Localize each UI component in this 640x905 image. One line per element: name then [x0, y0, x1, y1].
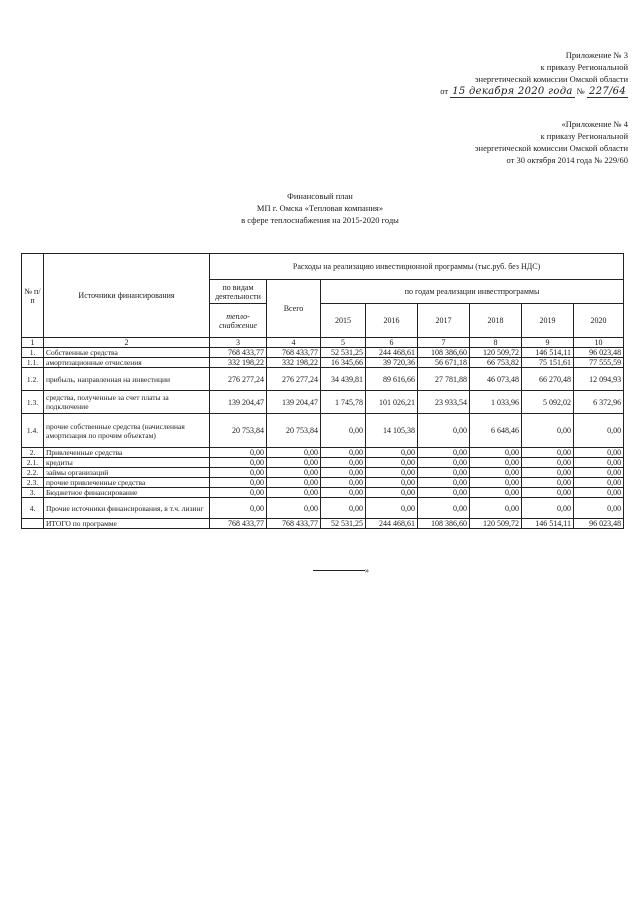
table-row [22, 488, 624, 498]
column-number: 6 [366, 338, 418, 348]
row-number: 2.2. [22, 468, 44, 478]
cell-year-value: 0,00 [522, 468, 574, 478]
column-number: 8 [470, 338, 522, 348]
cell-total: 768 433,77 [267, 519, 321, 529]
table-row [22, 468, 624, 478]
header-heat-supply: тепло-снабжение [210, 304, 267, 338]
cell-total: 768 433,77 [267, 348, 321, 358]
title-line2: МП г. Омска «Тепловая компания» [256, 203, 384, 213]
cell-heat-supply: 768 433,77 [210, 348, 267, 358]
row-source-name: прочие привлеченные средства [44, 478, 210, 488]
cell-total: 0,00 [267, 478, 321, 488]
cell-year-value: 0,00 [418, 498, 470, 519]
row-source-name: ИТОГО по программе [44, 519, 210, 529]
appendix-4-line3: энергетической комиссии Омской области [474, 143, 628, 153]
header-year: 2018 [470, 304, 522, 338]
cell-year-value: 0,00 [366, 448, 418, 458]
column-number: 2 [44, 338, 210, 348]
row-source-name: займы организаций [44, 468, 210, 478]
cell-year-value: 75 151,61 [522, 358, 574, 368]
cell-heat-supply: 0,00 [210, 498, 267, 519]
cell-total: 20 753,84 [267, 414, 321, 448]
cell-year-value: 0,00 [522, 498, 574, 519]
cell-total: 0,00 [267, 488, 321, 498]
appendix-4-header [368, 118, 628, 166]
appendix-3-line3: энергетической комиссии Омской области [474, 74, 628, 84]
cell-year-value: 77 555,59 [574, 358, 624, 368]
header-by-activity: по видам деятельности [210, 280, 267, 304]
title-line1: Финансовый план [287, 191, 353, 201]
cell-year-value: 0,00 [574, 468, 624, 478]
header-no: № п/п [22, 254, 44, 338]
cell-heat-supply: 0,00 [210, 468, 267, 478]
cell-heat-supply: 0,00 [210, 448, 267, 458]
cell-year-value: 0,00 [418, 468, 470, 478]
header-year: 2016 [366, 304, 418, 338]
table-row [22, 478, 624, 488]
cell-year-value: 5 092,02 [522, 391, 574, 414]
appendix-4-line1: «Приложение № 4 [561, 119, 628, 129]
cell-year-value: 146 514,11 [522, 348, 574, 358]
signature-prefix: от [440, 86, 449, 96]
cell-heat-supply: 0,00 [210, 488, 267, 498]
table-row [22, 368, 624, 391]
row-source-name: прочие собственные средства (начисленная амортизация по прочим объектам) [44, 414, 210, 448]
cell-year-value: 0,00 [470, 498, 522, 519]
cell-year-value: 6 648,46 [470, 414, 522, 448]
cell-year-value: 0,00 [321, 468, 366, 478]
table-row [22, 448, 624, 458]
row-number: 3. [22, 488, 44, 498]
row-number: 1.1. [22, 358, 44, 368]
signature-number-prefix: № [576, 86, 585, 96]
cell-year-value: 89 616,66 [366, 368, 418, 391]
row-source-name: Бюджетное финансирование [44, 488, 210, 498]
row-number: 2. [22, 448, 44, 458]
column-number: 1 [22, 338, 44, 348]
cell-year-value: 0,00 [574, 488, 624, 498]
cell-year-value: 0,00 [470, 488, 522, 498]
cell-year-value: 0,00 [470, 458, 522, 468]
cell-year-value: 0,00 [522, 458, 574, 468]
row-source-name: Привлеченные средства [44, 448, 210, 458]
cell-year-value: 0,00 [321, 414, 366, 448]
cell-total: 0,00 [267, 498, 321, 519]
cell-total: 139 204,47 [267, 391, 321, 414]
cell-year-value: 66 753,82 [470, 358, 522, 368]
cell-year-value: 0,00 [470, 478, 522, 488]
appendix-3-line1: Приложение № 3 [565, 50, 628, 60]
table-row [22, 348, 624, 358]
cell-heat-supply: 20 753,84 [210, 414, 267, 448]
cell-year-value: 0,00 [470, 448, 522, 458]
cell-year-value: 0,00 [418, 478, 470, 488]
cell-year-value: 0,00 [522, 414, 574, 448]
title-line3: в сфере теплоснабжения на 2015-2020 годы [241, 215, 399, 225]
cell-year-value: 52 531,25 [321, 519, 366, 529]
cell-year-value: 96 023,48 [574, 519, 624, 529]
header-year: 2019 [522, 304, 574, 338]
cell-heat-supply: 332 198,22 [210, 358, 267, 368]
row-number: 1.2. [22, 368, 44, 391]
cell-year-value: 56 671,18 [418, 358, 470, 368]
cell-year-value: 0,00 [321, 458, 366, 468]
row-number [22, 519, 44, 529]
financial-plan-table [21, 253, 624, 529]
cell-year-value: 6 372,96 [574, 391, 624, 414]
appendix-4-line2: к приказу Региональной [540, 131, 628, 141]
row-source-name: прибыль, направленная на инвестиции [44, 368, 210, 391]
cell-year-value: 0,00 [366, 468, 418, 478]
cell-year-value: 14 105,38 [366, 414, 418, 448]
cell-year-value: 96 023,48 [574, 348, 624, 358]
cell-year-value: 1 033,96 [470, 391, 522, 414]
cell-year-value: 34 439,81 [321, 368, 366, 391]
cell-year-value: 0,00 [366, 478, 418, 488]
cell-year-value: 46 073,48 [470, 368, 522, 391]
cell-year-value: 0,00 [574, 478, 624, 488]
cell-year-value: 0,00 [574, 414, 624, 448]
row-number: 1.4. [22, 414, 44, 448]
cell-year-value: 0,00 [522, 448, 574, 458]
cell-year-value: 0,00 [321, 448, 366, 458]
row-source-name: средства, полученные за счет платы за подключение [44, 391, 210, 414]
end-mark [313, 566, 369, 576]
cell-year-value: 16 345,66 [321, 358, 366, 368]
cell-year-value: 12 094,93 [574, 368, 624, 391]
cell-year-value: 0,00 [522, 488, 574, 498]
cell-year-value: 0,00 [470, 468, 522, 478]
appendix-3-signature-line [368, 85, 628, 98]
cell-year-value: 1 745,78 [321, 391, 366, 414]
cell-heat-supply: 139 204,47 [210, 391, 267, 414]
appendix-3-header [368, 49, 628, 98]
appendix-3-line2: к приказу Региональной [540, 62, 628, 72]
handwritten-date: 15 декабря 2020 года [452, 86, 573, 97]
row-number: 1. [22, 348, 44, 358]
cell-year-value: 0,00 [321, 488, 366, 498]
document-title [0, 190, 640, 226]
column-number: 3 [210, 338, 267, 348]
cell-year-value: 0,00 [418, 458, 470, 468]
table-row [22, 519, 624, 529]
cell-year-value: 108 386,60 [418, 519, 470, 529]
cell-heat-supply: 0,00 [210, 478, 267, 488]
column-number: 9 [522, 338, 574, 348]
handwritten-number: 227/64 [589, 86, 626, 97]
cell-year-value: 0,00 [366, 488, 418, 498]
cell-year-value: 244 468,61 [366, 348, 418, 358]
cell-year-value: 120 509,72 [470, 348, 522, 358]
header-year: 2015 [321, 304, 366, 338]
row-source-name: Собственные средства [44, 348, 210, 358]
cell-total: 276 277,24 [267, 368, 321, 391]
cell-year-value: 120 509,72 [470, 519, 522, 529]
cell-year-value: 146 514,11 [522, 519, 574, 529]
cell-year-value: 0,00 [522, 478, 574, 488]
table-row [22, 414, 624, 448]
cell-year-value: 0,00 [418, 488, 470, 498]
header-year: 2017 [418, 304, 470, 338]
column-number: 10 [574, 338, 624, 348]
cell-heat-supply: 768 433,77 [210, 519, 267, 529]
header-expenses: Расходы на реализацию инвестиционной программы (тыс.руб. без НДС) [210, 254, 624, 280]
header-by-years: по годам реализации инвестпрограммы [321, 280, 624, 304]
column-number: 7 [418, 338, 470, 348]
column-number: 5 [321, 338, 366, 348]
cell-year-value: 27 781,88 [418, 368, 470, 391]
table-row [22, 358, 624, 368]
row-number: 2.1. [22, 458, 44, 468]
cell-year-value: 108 386,60 [418, 348, 470, 358]
cell-heat-supply: 0,00 [210, 458, 267, 468]
cell-total: 332 198,22 [267, 358, 321, 368]
cell-year-value: 39 720,36 [366, 358, 418, 368]
header-year: 2020 [574, 304, 624, 338]
header-total: Всего [267, 280, 321, 338]
cell-year-value: 0,00 [418, 414, 470, 448]
cell-year-value: 23 933,54 [418, 391, 470, 414]
table-row [22, 498, 624, 519]
cell-year-value: 101 026,21 [366, 391, 418, 414]
row-number: 2.3. [22, 478, 44, 488]
cell-year-value: 0,00 [321, 498, 366, 519]
cell-year-value: 66 270,48 [522, 368, 574, 391]
column-number: 4 [267, 338, 321, 348]
column-number-row [22, 338, 624, 348]
cell-total: 0,00 [267, 448, 321, 458]
appendix-4-line4: от 30 октября 2014 года № 229/60 [506, 155, 628, 165]
table-row [22, 391, 624, 414]
row-number: 4. [22, 498, 44, 519]
row-source-name: кредиты [44, 458, 210, 468]
cell-year-value: 0,00 [574, 498, 624, 519]
end-line [313, 570, 365, 571]
cell-year-value: 0,00 [321, 478, 366, 488]
cell-year-value: 0,00 [418, 448, 470, 458]
cell-heat-supply: 276 277,24 [210, 368, 267, 391]
row-source-name: Прочие источники финансирования, в т.ч. лизинг [44, 498, 210, 519]
cell-total: 0,00 [267, 468, 321, 478]
cell-year-value: 0,00 [574, 458, 624, 468]
cell-year-value: 0,00 [366, 458, 418, 468]
table-row [22, 458, 624, 468]
row-number: 1.3. [22, 391, 44, 414]
closing-quote: » [365, 566, 369, 575]
header-sources: Источники финансирования [44, 254, 210, 338]
cell-year-value: 52 531,25 [321, 348, 366, 358]
cell-year-value: 0,00 [366, 498, 418, 519]
row-source-name: амортизационные отчисления [44, 358, 210, 368]
cell-year-value: 244 468,61 [366, 519, 418, 529]
cell-total: 0,00 [267, 458, 321, 468]
cell-year-value: 0,00 [574, 448, 624, 458]
